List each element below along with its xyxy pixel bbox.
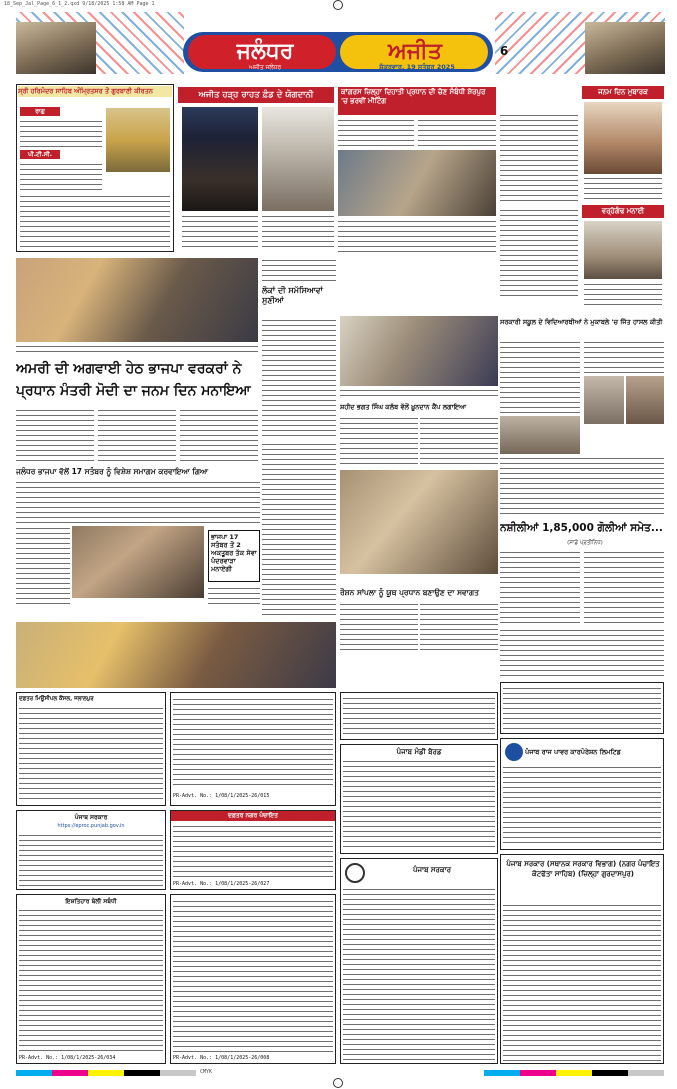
group-celebration-photo <box>16 622 336 688</box>
masthead-building-left <box>16 22 96 74</box>
event-photo-small-caption <box>340 576 498 584</box>
congress-text-2 <box>418 118 496 148</box>
pills-text-1 <box>500 550 580 624</box>
anniversary-heading: ਵਰ੍ਹੇਗੰਢ ਮਨਾਈ <box>582 205 664 218</box>
notice-tender-1 <box>170 692 336 806</box>
meeting-room-caption <box>340 388 498 400</box>
notice-punjab-govt-1-text <box>19 833 163 887</box>
anniversary-caption <box>584 282 662 308</box>
ptc-label: ਪੀ.ਟੀ.ਸੀ. <box>20 150 60 159</box>
masthead-title-right: ਅਜੀਤ <box>388 38 442 64</box>
anniversary-photo <box>584 221 662 279</box>
congress-headline: ਕਾਂਗਰਸ ਜ਼ਿਲ੍ਹਾ ਦਿਹਾਤੀ ਪ੍ਰਧਾਨ ਦੀ ਚੋਣ ਸੰਬੰਧੀ ਸ਼ੇਰਪੁਰ 'ਚ ਭਰਵੀਂ ਮੀਟਿੰਗ <box>338 87 496 115</box>
notice-punjab-govt-2-text <box>343 887 495 1061</box>
notice-nagar-panchayat-title: ਦਫ਼ਤਰ ਨਗਰ ਪੰਚਾਇਤ <box>171 811 335 821</box>
main-story-col-1 <box>16 408 94 464</box>
notice-mandi-1 <box>340 692 498 740</box>
main-headline: ਅਮਰੀ ਦੀ ਅਗਵਾਈ ਹੇਠ ਭਾਜਪਾ ਵਰਕਰਾਂ ਨੇ ਪ੍ਰਧਾਨ ਮੰਤਰੀ ਮੋਦੀ ਦਾ ਜਨਮ ਦਿਨ ਮਨਾਇਆ <box>16 361 251 399</box>
color-bar-right <box>484 1070 664 1076</box>
notice-tender-2 <box>16 894 166 1064</box>
notice-nagar-panchayat <box>170 810 336 890</box>
notice-punjab-govt-1 <box>16 810 166 890</box>
notice-mandi-board-title: ਪੰਜਾਬ ਮੰਡੀ ਬੋਰਡ <box>396 748 442 756</box>
school-text-2 <box>584 340 664 374</box>
birthday-caption <box>584 176 662 200</box>
masthead-subtitle: ਅਜੀਤ ਜਲੰਧਰ <box>248 64 282 71</box>
gurbani-text-2 <box>20 162 102 190</box>
mid-column-text-a <box>262 258 336 284</box>
seva-pakhwara-box: ਭਾਜਪਾ 17 ਸਤੰਬਰ ਤੋਂ 2 ਅਕਤੂਬਰ ਤੱਕ ਸੇਵਾ ਪੰਦਰਵਾੜਾ ਮਨਾਏਗੀ <box>208 530 260 582</box>
notice-municipal-title: ਦਫ਼ਤਰ ਮਿਊਂਸੀਪਲ ਕੌਂਸਲ, ਜਲਾਲਪੁਰ <box>19 696 94 702</box>
pills-reporter-tag: (ਸਾਡੇ ਪ੍ਰਤੀਨਿਧ) <box>567 540 603 546</box>
color-bar-label: CMYK <box>200 1069 213 1075</box>
mid-column-text-c <box>262 442 336 618</box>
pills-headline: ਨਸ਼ੀਲੀਆਂ 1,85,000 ਗੋਲੀਆਂ ਸਮੇਤ... <box>500 522 663 534</box>
donor-photo-1 <box>182 107 258 211</box>
gurbani-text-3 <box>20 194 170 248</box>
page-number: 6 <box>499 44 509 58</box>
notice-right-1 <box>500 682 664 734</box>
school-photo-1 <box>584 376 624 424</box>
donor-photo-2 <box>262 107 334 211</box>
meeting-room-photo <box>340 316 498 386</box>
gurbani-heading: ਸ੍ਰੀ ਹਰਿਮੰਦਰ ਸਾਹਿਬ ਅੰਮ੍ਰਿਤਸਰ ਤੋਂ ਗੁਰਬਾਣੀ ਕੀਰਤਨ <box>18 86 172 97</box>
notice-nagar-panchayat-pr: PR-Advt. No.: 1/08/1/2025-26/027 <box>173 881 270 887</box>
bjp-meeting-caption <box>72 600 204 608</box>
donor-caption-1 <box>182 214 258 250</box>
school-headline: ਸਰਕਾਰੀ ਸਕੂਲ ਦੇ ਵਿਦਿਆਰਥੀਆਂ ਨੇ ਮੁਕਾਬਲੇ 'ਚ ਜਿੱਤ ਹਾਸਲ ਕੀਤੀ <box>500 318 663 326</box>
right-lower-text-1 <box>340 602 418 654</box>
notice-mandi-board <box>340 744 498 854</box>
donor-caption-2 <box>262 214 334 250</box>
bjp-event-photo <box>16 258 258 342</box>
seva-text <box>208 586 260 608</box>
congress-text-1 <box>338 118 414 148</box>
right-lower-text-2 <box>420 602 498 654</box>
pills-text-2 <box>584 550 664 624</box>
sub-headline-1: ਜਲੰਧਰ ਭਾਜਪਾ ਵੱਲੋਂ 17 ਸਤੰਬਰ ਨੂੰ ਵਿਸ਼ੇਸ਼ ਸਮਾਗਮ ਕਰਵਾਇਆ ਗਿਆ <box>16 467 209 476</box>
main-story-col-3 <box>180 408 258 464</box>
notice-municipal <box>16 692 166 806</box>
birthday-heading: ਜਨਮ ਦਿਨ ਮੁਬਾਰਕ <box>582 86 664 99</box>
right-mid-headline-2: ਸ਼ਹੀਦ ਭਗਤ ਸਿੰਘ ਕਲੱਬ ਵੱਲੋਂ ਖ਼ੂਨਦਾਨ ਕੈਂਪ ਲਗਾਇਆ <box>340 403 467 411</box>
golden-temple-photo <box>106 108 170 172</box>
sub-story-text <box>16 480 260 524</box>
notice-local-govt <box>500 854 664 1064</box>
sub-story-col-left <box>16 526 70 608</box>
notice-tender-1-text <box>173 697 333 789</box>
right-mid-text-1 <box>340 416 418 468</box>
flood-relief-headline: ਅਜੀਤ ਹੜ੍ਹ ਰਾਹਤ ਫ਼ੰਡ ਦੇ ਯੋਗਦਾਨੀ <box>178 87 334 103</box>
masthead-title-left: ਜਲੰਧਰ <box>236 38 294 64</box>
notice-punjab-govt-2-title: ਪੰਜਾਬ ਸਰਕਾਰ <box>412 866 451 874</box>
notice-pspcl-title: ਪੰਜਾਬ ਰਾਜ ਪਾਵਰ ਕਾਰਪੋਰੇਸ਼ਨ ਲਿਮਟਿਡ <box>525 748 621 756</box>
pills-text-3 <box>500 628 664 678</box>
right-column-text-top <box>500 113 578 205</box>
congress-meeting-photo <box>338 150 496 216</box>
notice-tender-3-pr: PR-Advt. No.: 1/08/1/2025-26/008 <box>173 1055 270 1061</box>
congress-text-3 <box>338 219 496 253</box>
pspcl-logo <box>505 743 523 761</box>
raag-label: ਰਾਗੁ <box>20 107 60 116</box>
school-text-1 <box>500 340 580 414</box>
masthead-building-right <box>585 22 665 74</box>
notice-tender-2-title: ਇਸ਼ਤਿਹਾਰ ਬੋਲੀ ਸਬੰਧੀ <box>65 898 117 905</box>
right-lower-headline: ਰੌਸ਼ਨ ਸਾਂਪਲਾ ਨੂੰ ਯੂਥ ਪ੍ਰਧਾਨ ਬਣਾਉਣ ਦਾ ਸਵਾਗਤ <box>340 588 479 597</box>
notice-punjab-govt-2 <box>340 858 498 1064</box>
event-photo-small <box>340 470 498 574</box>
print-slug: 18_Sep_Jal_Page_6_1_2.qxd 9/18/2025 1:58 AM Page 1 <box>4 1 155 7</box>
notice-tender-2-pr: PR-Advt. No.: 1/08/1/2025-26/034 <box>19 1055 116 1061</box>
notice-tender-3 <box>170 894 336 1064</box>
registration-mark-bottom <box>333 1078 343 1088</box>
bjp-photo-caption <box>16 344 258 352</box>
notice-mandi-1-text <box>343 696 495 736</box>
masthead-date: ਸ਼ੁੱਕਰਵਾਰ, 19 ਸਤੰਬਰ 2025 <box>379 63 455 71</box>
birthday-child-photo <box>584 102 662 174</box>
notice-tender-1-pr: PR-Advt. No.: 1/08/1/2025-26/015 <box>173 793 270 799</box>
notice-right-1-text <box>503 686 661 730</box>
notice-tender-2-text <box>19 908 163 1052</box>
bjp-meeting-photo <box>72 526 204 598</box>
notice-punjab-govt-1-title: ਪੰਜਾਬ ਸਰਕਾਰ <box>74 814 108 821</box>
mid-column-text-b <box>262 318 336 438</box>
notice-pspcl <box>500 738 664 850</box>
notice-nagar-panchayat-text <box>173 824 333 880</box>
right-mid-text-2 <box>420 416 498 468</box>
main-story-col-2 <box>98 408 176 464</box>
registration-mark-top <box>333 0 343 10</box>
notice-mandi-board-text <box>343 759 495 849</box>
mid-column-heading: ਲੋਕਾਂ ਦੀ ਸਮੱਸਿਆਵਾਂ ਸੁਣੀਆਂ <box>262 286 323 305</box>
notice-municipal-text <box>19 706 163 802</box>
notice-local-govt-text <box>503 903 661 1061</box>
school-text-3 <box>500 456 664 514</box>
notice-local-govt-title: ਪੰਜਾਬ ਸਰਕਾਰ (ਸਥਾਨਕ ਸਰਕਾਰ ਵਿਭਾਗ) (ਨਗਰ ਪੰਚਾਇਤ ਕੋਟਫੱਤਾ ਸਾਹਿਬ) (ਜ਼ਿਲ੍ਹਾ ਗੁਰਦਾਸਪੁਰ) <box>506 860 660 878</box>
right-column-text-mid <box>500 208 578 300</box>
notice-pspcl-text <box>503 765 661 847</box>
school-photo-3 <box>500 416 580 454</box>
notice-website: https://eproc.punjab.gov.in <box>57 823 125 829</box>
notice-tender-3-text <box>173 899 333 1053</box>
gurbani-text-1 <box>20 119 102 147</box>
punjab-govt-emblem <box>345 863 365 883</box>
school-photo-2 <box>626 376 664 424</box>
color-bar <box>16 1070 196 1076</box>
